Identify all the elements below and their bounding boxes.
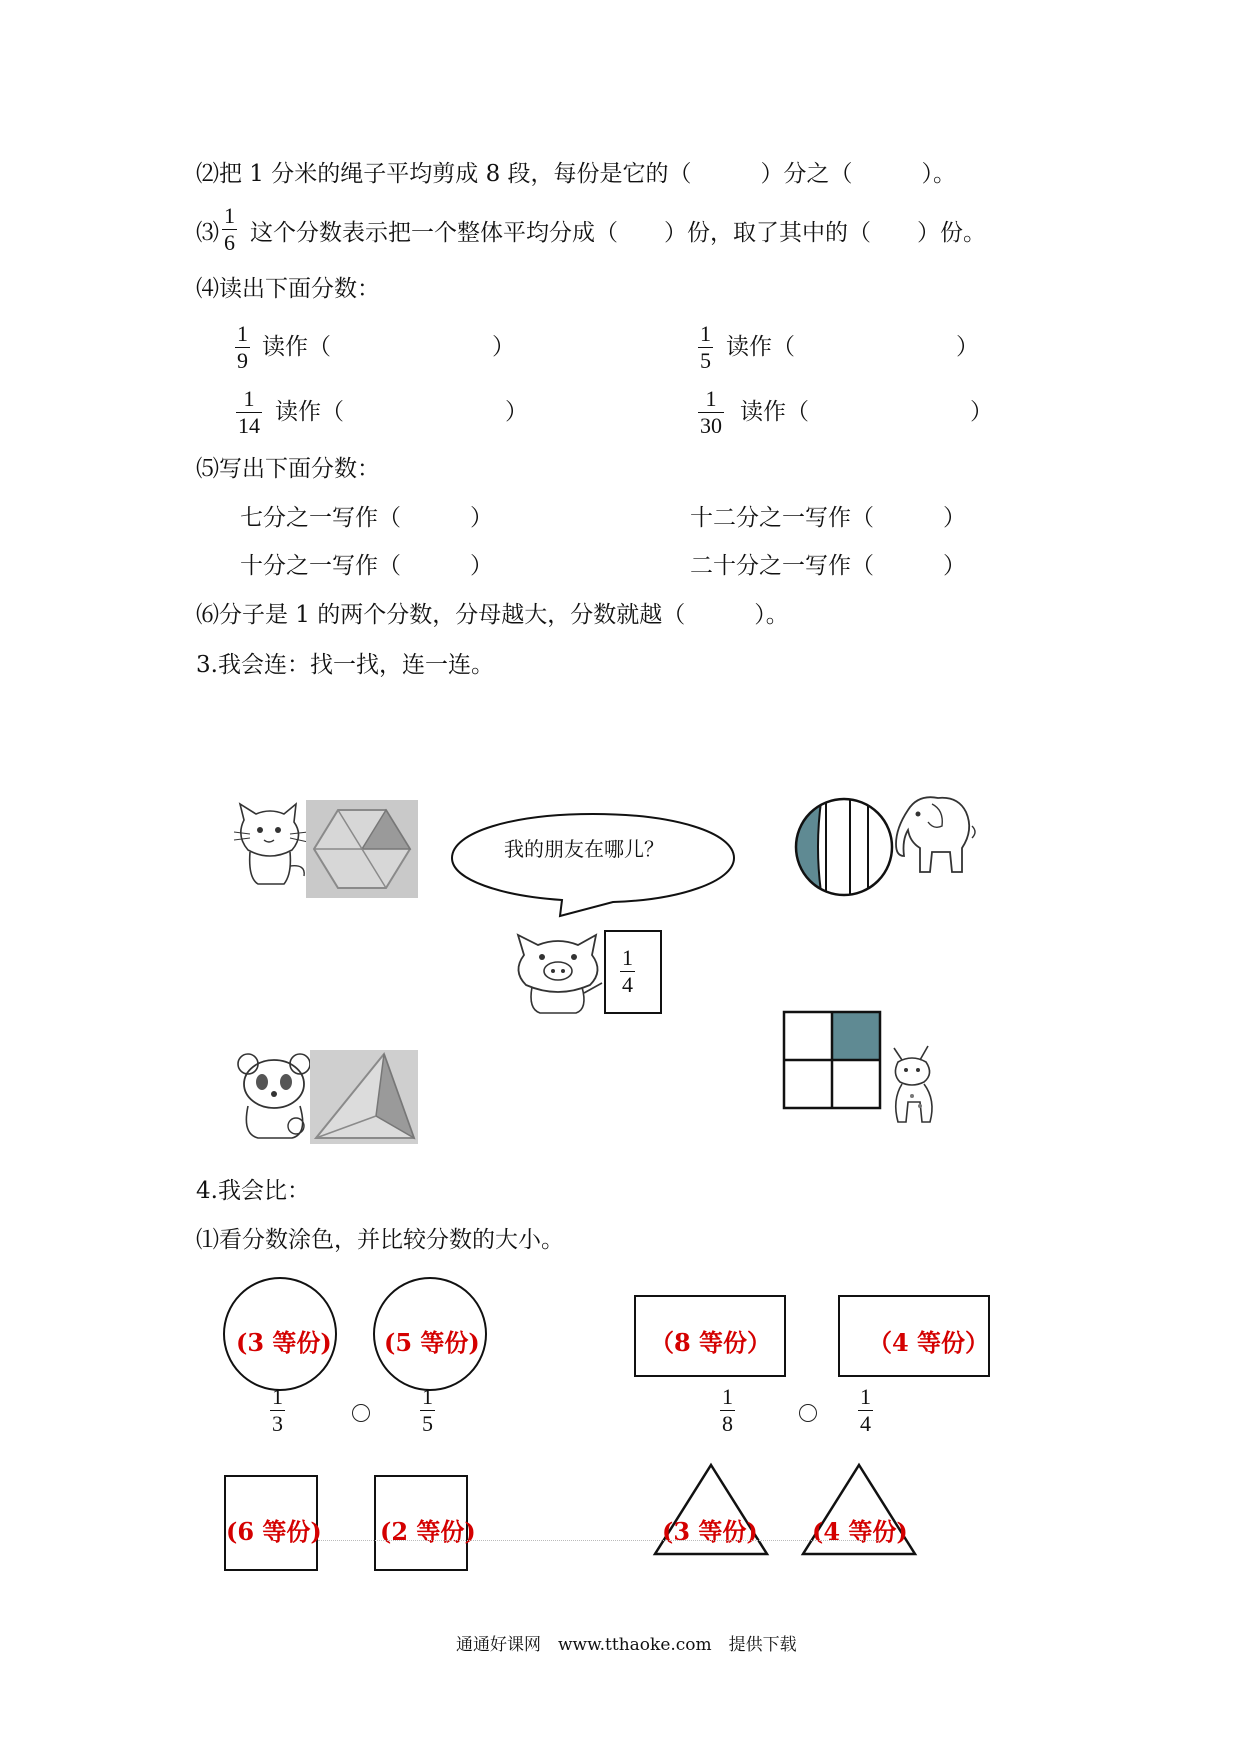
label-2-parts: (2 等份) [380,1517,476,1546]
fraction-numerator: 1 [622,945,633,970]
q2-item3-text: 这个分数表示把一个整体平均分成（ ）份，取了其中的（ ）份。 [250,220,986,246]
fraction-denominator: 5 [700,348,711,373]
fraction-denominator: 4 [622,972,633,997]
read-answer-3[interactable]: 读作（ ） [275,399,528,425]
panda-icon [234,1050,316,1140]
compare-circle-2[interactable] [799,1404,817,1422]
hexagon-shape [306,800,418,898]
cat-icon [230,800,310,890]
fraction-numerator: 1 [860,1384,871,1409]
read-answer-1[interactable]: 读作（ ） [262,334,515,360]
q2-item3-prefix: ⑶ [196,220,219,246]
label-3-parts-triangle: (3 等份) [662,1517,758,1546]
fraction-numerator: 1 [722,1384,733,1409]
compare-fraction-3 [720,1385,735,1436]
hexagon-card[interactable] [306,800,418,898]
fraction-denominator: 30 [700,413,722,438]
label-5-parts: (5 等份) [384,1328,480,1357]
fraction-numerator: 1 [700,321,711,346]
fraction-denominator: 14 [238,413,260,438]
q2-item3-fraction [222,204,237,255]
fraction-denominator: 4 [860,1411,871,1436]
square-grid-card[interactable] [784,1012,884,1112]
speech-bubble-text: 我的朋友在哪儿？ [504,837,664,861]
pig-card-fraction [620,946,635,997]
write-item-3[interactable]: 十分之一写作（ ） [240,553,493,579]
write-item-1[interactable]: 七分之一写作（ ） [240,505,493,531]
fraction-denominator: 8 [722,1411,733,1436]
read-answer-2[interactable]: 读作（ ） [726,334,979,360]
label-8-parts: （8 等份） [650,1328,772,1357]
label-4-parts-triangle: (4 等份) [812,1517,908,1546]
q4-title: 4.我会比： [196,1178,310,1204]
compare-circle-1[interactable] [352,1404,370,1422]
label-6-parts: (6 等份) [226,1517,322,1546]
q2-item2: ⑵把 1 分米的绳子平均剪成 8 段，每份是它的（ ）分之（ ）。 [196,161,957,187]
read-fraction-2 [698,322,713,373]
q2-item6: ⑹分子是 1 的两个分数，分母越大，分数就越（ ）。 [196,602,789,628]
read-fraction-4 [698,387,724,438]
fraction-numerator: 1 [272,1384,283,1409]
read-fraction-1 [235,322,250,373]
write-item-4[interactable]: 二十分之一写作（ ） [690,553,966,579]
read-answer-4[interactable]: 读作（ ） [740,399,993,425]
triangle-shape [310,1050,418,1144]
compare-fraction-4 [858,1385,873,1436]
page-footer: 通通好课网 www.tthaoke.com 提供下载 [456,1635,797,1655]
fraction-numerator: 1 [705,386,717,411]
compare-fraction-1 [270,1385,285,1436]
write-item-2[interactable]: 十二分之一写作（ ） [690,505,966,531]
deer-icon [884,1040,944,1126]
q4-item1: ⑴看分数涂色，并比较分数的大小。 [196,1227,564,1253]
fraction-denominator: 9 [237,348,248,373]
read-fraction-3 [236,387,262,438]
pig-icon [510,925,606,1017]
fraction-numerator: 1 [237,321,248,346]
q2-item4: ⑷读出下面分数： [196,276,380,302]
elephant-icon [888,790,978,880]
fraction-denominator: 6 [224,230,235,255]
dotted-divider [318,1540,878,1541]
circle-shape-card[interactable] [792,795,896,899]
fraction-numerator: 1 [224,203,235,228]
q2-item5: ⑸写出下面分数： [196,456,380,482]
q3-title: 3.我会连：找一找，连一连。 [196,652,494,678]
triangle-card[interactable] [310,1050,418,1144]
fraction-numerator: 1 [422,1384,433,1409]
label-4-parts: （4 等份） [868,1328,990,1357]
fraction-denominator: 3 [272,1411,283,1436]
compare-fraction-2 [420,1385,435,1436]
fraction-numerator: 1 [243,386,255,411]
label-3-parts: (3 等份) [236,1328,332,1357]
fraction-denominator: 5 [422,1411,433,1436]
speech-bubble-icon [448,812,738,917]
